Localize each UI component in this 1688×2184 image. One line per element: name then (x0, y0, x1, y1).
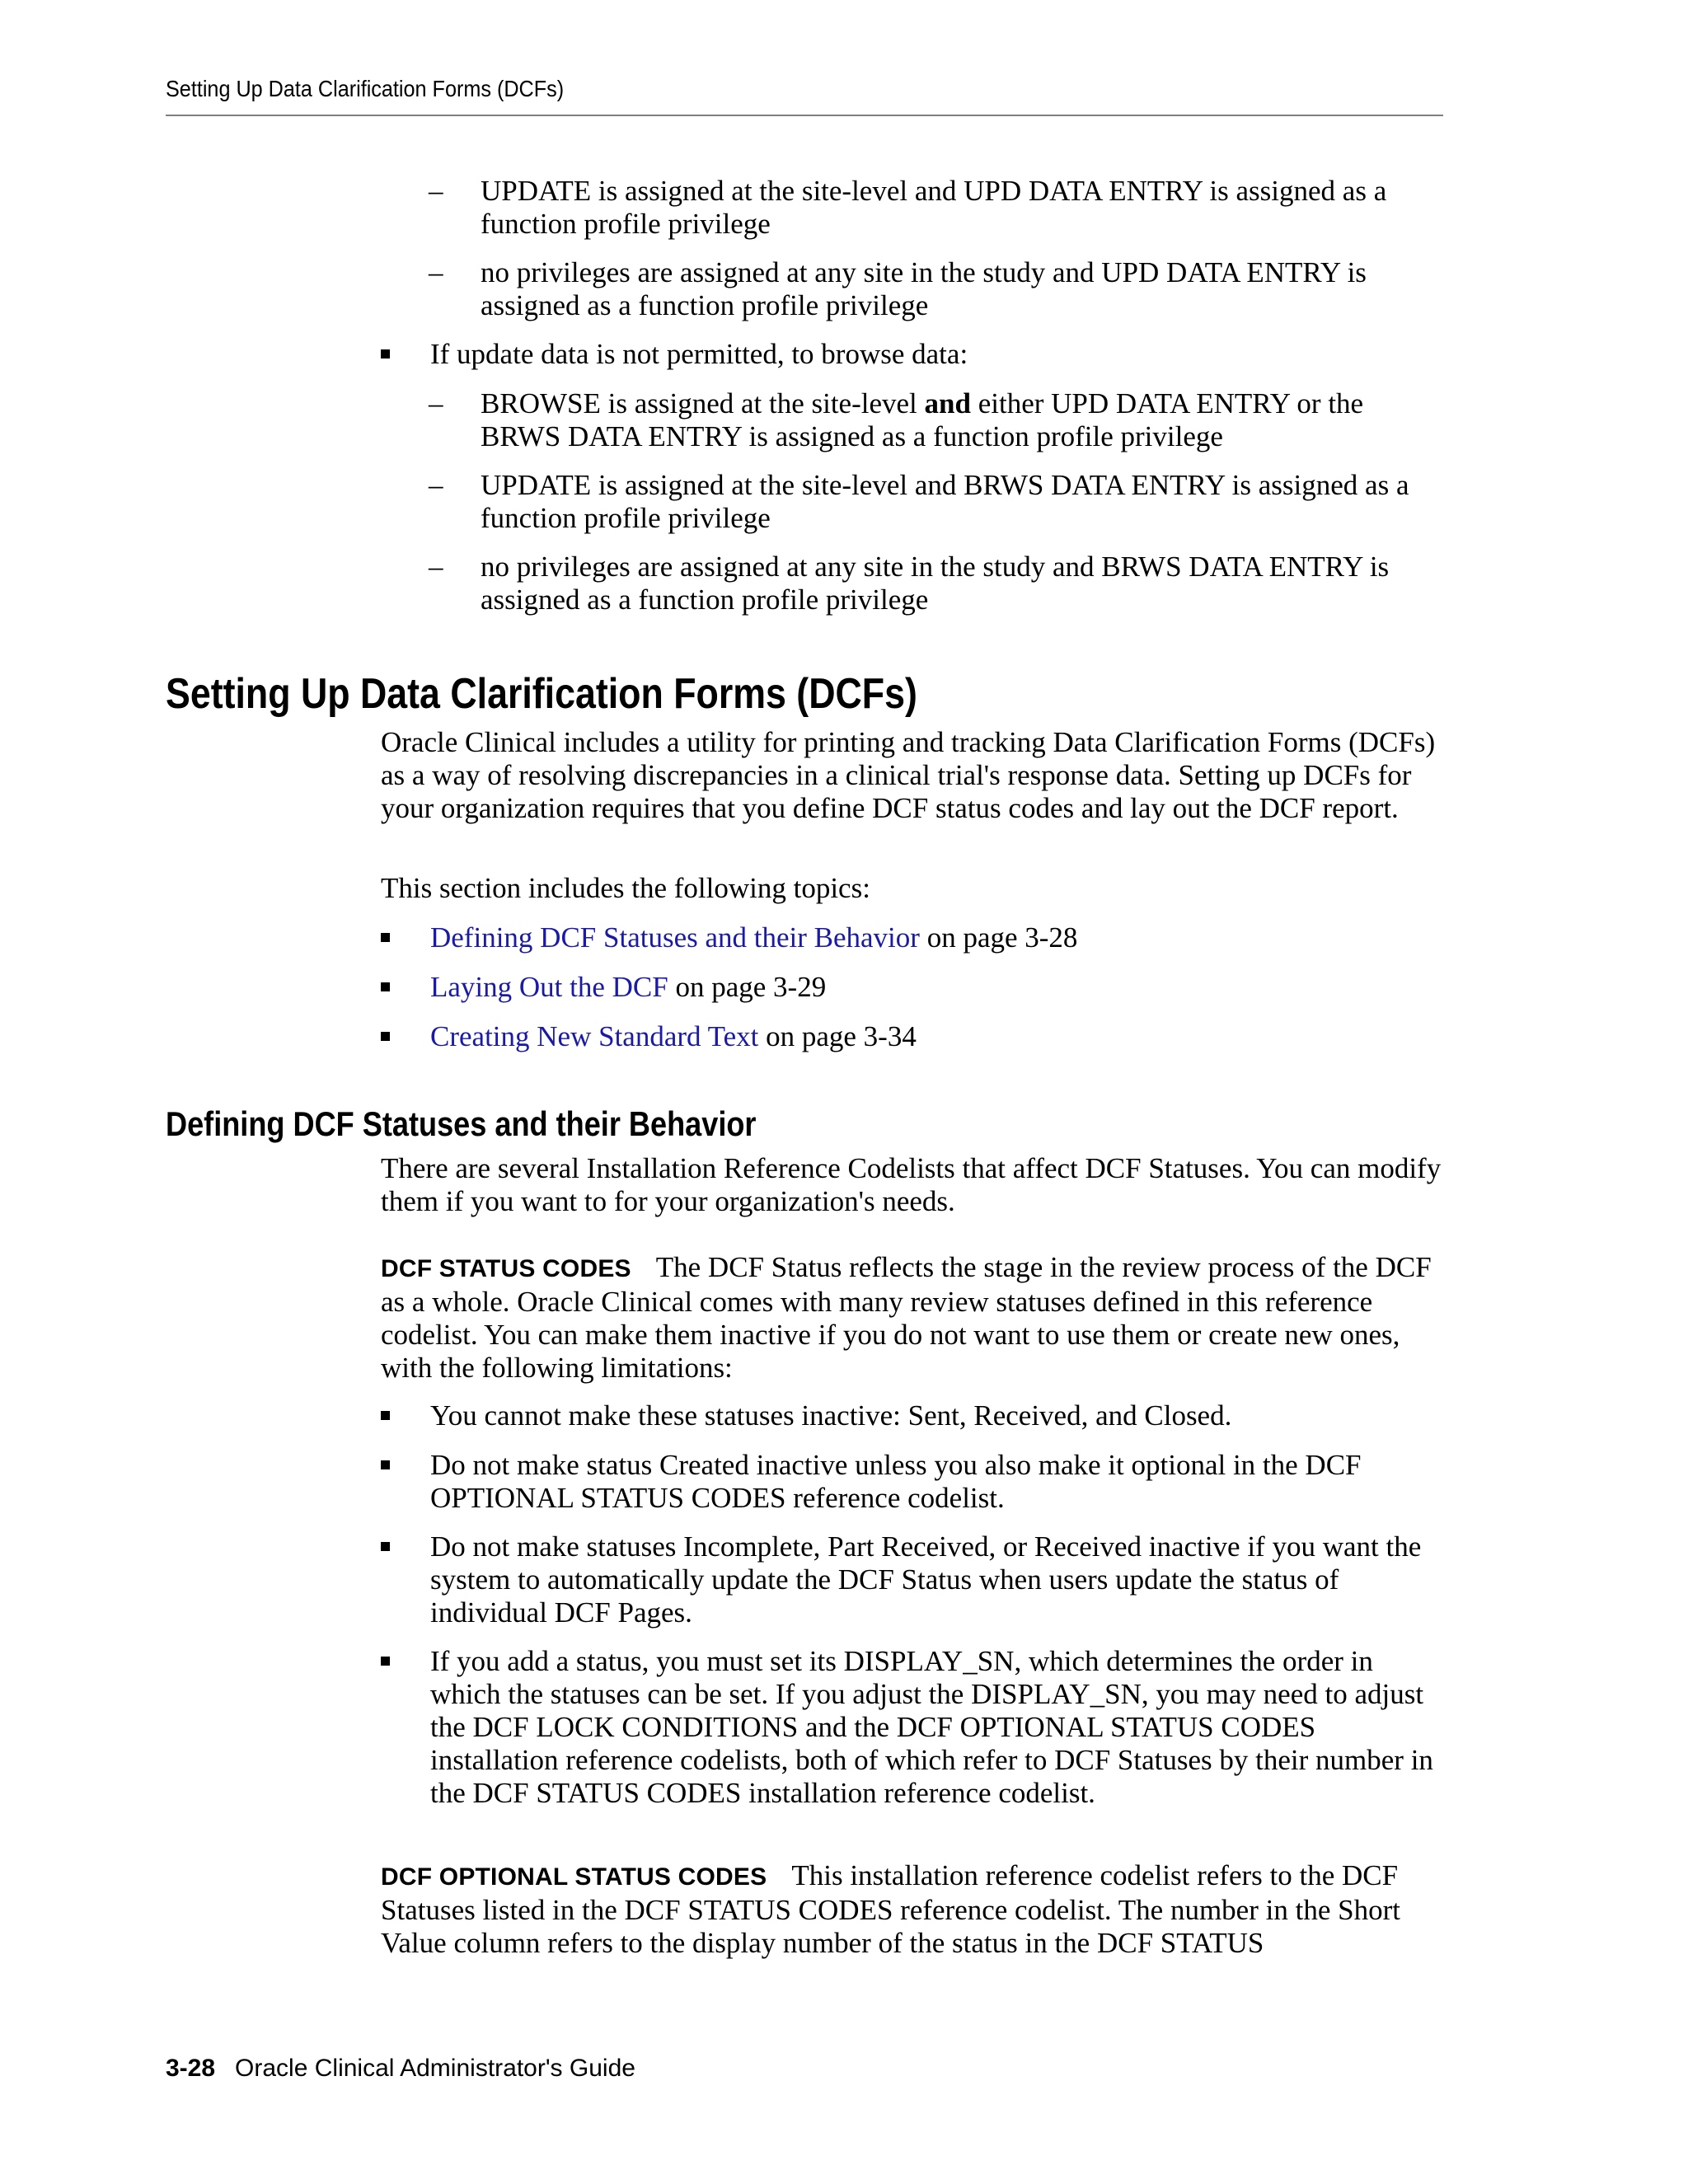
page-reference: on page 3-34 (758, 1020, 917, 1052)
topic-item-text (430, 921, 1444, 954)
list-item-text: UPDATE is assigned at the site-level and UPD DATA ENTRY is assigned as a function profile privilege (481, 175, 1387, 240)
page-reference: on page 3-29 (668, 971, 827, 1003)
subsection-heading: Defining DCF Statuses and their Behavior (166, 1104, 757, 1143)
list-item-text: no privileges are assigned at any site in the study and BRWS DATA ENTRY is assigned as a function profile privilege (481, 551, 1390, 616)
page-footer (166, 2055, 635, 2083)
topic-item-text (430, 971, 1444, 1004)
runin-text: The DCF Status reflects the stage in the review process of the DCF as a whole. Oracle Clinical comes with many review statuses defined in this reference codelist. You can make them inactive if you do not want to use them or create new ones, with the following limitations: (381, 1251, 1432, 1384)
dash-marker: – (429, 387, 443, 419)
section-heading: Setting Up Data Clarification Forms (DCFs) (166, 670, 917, 718)
bullet-marker (381, 1460, 390, 1469)
running-header: Setting Up Data Clarification Forms (DCFs) (166, 76, 565, 101)
dash-marker: – (429, 175, 443, 207)
paragraph: This section includes the following topics: (381, 872, 870, 904)
paragraph (381, 1859, 1444, 1960)
bullet-marker (381, 1542, 390, 1551)
dash-marker: – (429, 469, 443, 501)
topic-link-standard-text[interactable]: Creating New Standard Text (430, 1020, 759, 1052)
bullet-marker (381, 982, 390, 991)
runin-label: DCF OPTIONAL STATUS CODES (381, 1863, 767, 1891)
bold-emphasis: and (924, 387, 971, 419)
page-reference: on page 3-28 (919, 921, 1078, 954)
limitation-text: Do not make statuses Incomplete, Part Received, or Received inactive if you want the system to automatically update the DCF Status when users update the status of individual DCF Pages. (430, 1530, 1422, 1629)
dash-marker: – (429, 256, 443, 288)
topic-link-defining-statuses[interactable]: Defining DCF Statuses and their Behavior (430, 921, 920, 954)
topic-item-text (430, 1020, 1444, 1053)
paragraph: There are several Installation Reference Codelists that affect DCF Statuses. You can modify them if you want to for your organization's needs. (381, 1152, 1442, 1217)
runin-text: This installation reference codelist refers to the DCF Statuses listed in the DCF STATUS CODES reference codelist. The number in the Short Value column refers to the display number of the status in the DCF STATUS (381, 1859, 1400, 1959)
dash-marker: – (429, 551, 443, 583)
page-number: 3-28 (166, 2055, 216, 2082)
runin-label: DCF STATUS CODES (381, 1255, 631, 1282)
bullet-marker (381, 1411, 390, 1420)
text-run: either UPD DATA ENTRY or the BRWS DATA ENTRY is assigned as a function profile privilege (481, 387, 1364, 452)
paragraph (381, 1251, 1444, 1385)
text-run: BROWSE is assigned at the site-level (481, 387, 925, 419)
book-title: Oracle Clinical Administrator's Guide (235, 2055, 635, 2082)
list-item-text (481, 387, 1445, 453)
header-rule (166, 115, 1443, 116)
bullet-marker (381, 349, 390, 359)
bullet-marker (381, 1032, 390, 1041)
paragraph: Oracle Clinical includes a utility for printing and tracking Data Clarification Forms (DCFs) as a way of resolving discrepancies in a clinical trial's response data. Setting up DCFs for your organization requires that you define DCF status codes and lay out the DCF report. (381, 726, 1436, 824)
limitation-text: If you add a status, you must set its DISPLAY_SN, which determines the order in which the statuses can be set. If you adjust the DISPLAY_SN, you may need to adjust the DCF LOCK CONDITIONS and the DCF OPTIONAL STATUS CODES installation reference codelists, both of which refer to DCF Statuses by their number in the DCF STATUS CODES installation reference codelist. (430, 1645, 1433, 1809)
list-item-text: UPDATE is assigned at the site-level and BRWS DATA ENTRY is assigned as a function profile privilege (481, 469, 1409, 534)
topic-link-laying-out-dcf[interactable]: Laying Out the DCF (430, 971, 668, 1003)
list-item-text: no privileges are assigned at any site in the study and UPD DATA ENTRY is assigned as a function profile privilege (481, 256, 1367, 321)
bullet-marker (381, 1657, 390, 1666)
limitation-text: You cannot make these statuses inactive: Sent, Received, and Closed. (430, 1399, 1232, 1432)
limitation-text: Do not make status Created inactive unless you also make it optional in the DCF OPTIONAL STATUS CODES reference codelist. (430, 1449, 1362, 1514)
bullet-marker (381, 933, 390, 942)
list-item-text: If update data is not permitted, to browse data: (430, 338, 968, 370)
